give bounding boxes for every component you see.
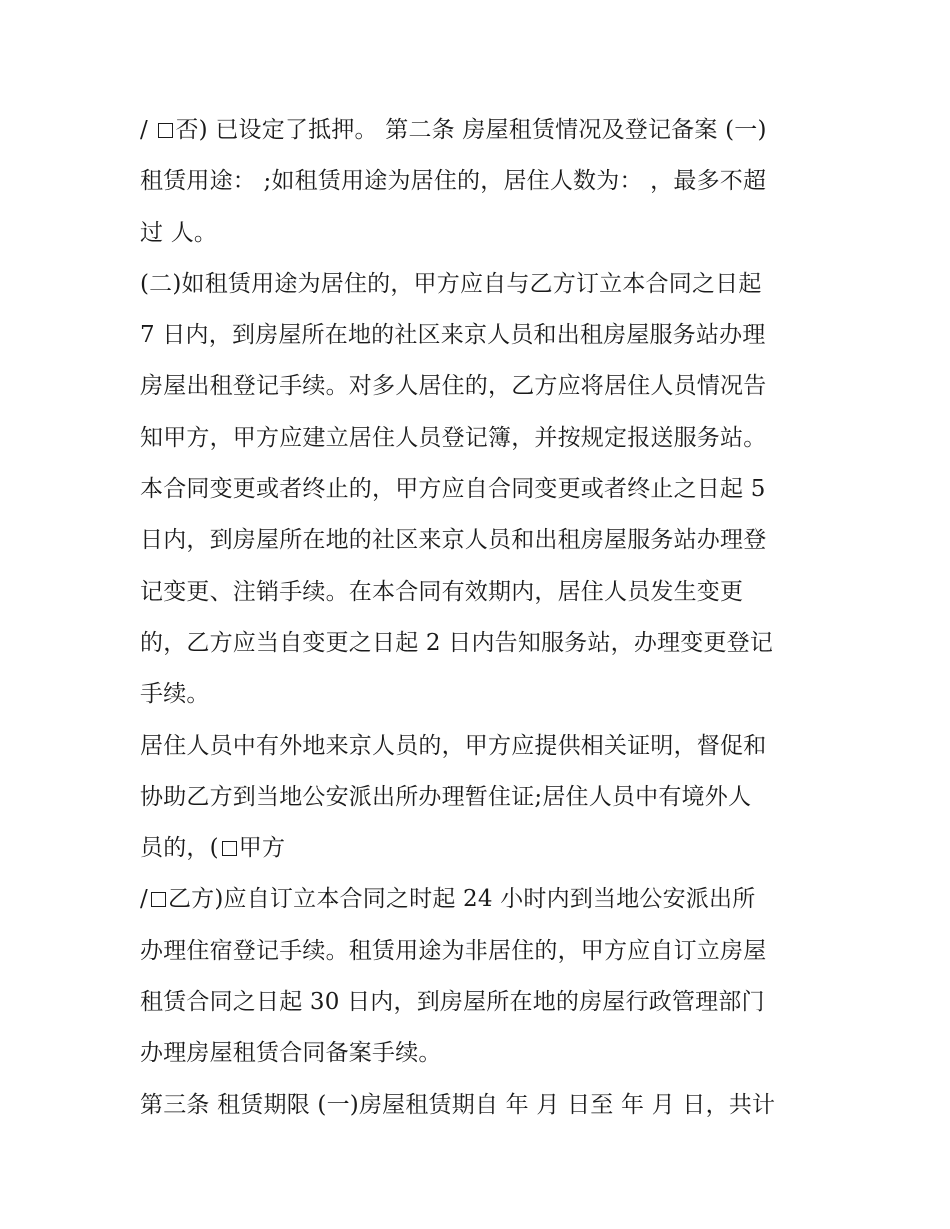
text-line-12: 手续。 xyxy=(140,681,210,708)
text-line-7: 知甲方，甲方应建立居住人员登记簿，并按规定报送服务站。 xyxy=(140,424,767,451)
line-15-before: 员的，( xyxy=(140,835,219,862)
text-line-15 xyxy=(140,830,815,881)
text-line-4: (二)如租赁用途为居住的，甲方应自与乙方订立本合同之日起 xyxy=(140,270,762,297)
text-line-13: 居住人员中有外地来京人员的，甲方应提供相关证明，督促和 xyxy=(140,732,767,759)
text-line-5: 7 日内，到房屋所在地的社区来京人员和出租房屋服务站办理 xyxy=(140,322,766,349)
line-16-before: / xyxy=(140,886,148,913)
text-line-8: 本合同变更或者终止的，甲方应自合同变更或者终止之日起 5 xyxy=(140,476,766,503)
text-line-10: 记变更、注销手续。在本合同有效期内，居住人员发生变更 xyxy=(140,578,744,605)
text-line-17: 办理住宿登记手续。租赁用途为非居住的，甲方应自订立房屋 xyxy=(140,937,767,964)
checkbox-icon xyxy=(151,892,166,907)
text-line-14: 协助乙方到当地公安派出所办理暂住证;居住人员中有境外人 xyxy=(140,783,752,810)
text-line-2: 租赁用途： ;如租赁用途为居住的，居住人数为： ，最多不超 xyxy=(140,168,767,195)
line-16-after: 乙方)应自订立本合同之时起 24 小时内到当地公安派出所 xyxy=(167,886,756,913)
text-line-16 xyxy=(140,881,815,932)
text-line-11: 的，乙方应当自变更之日起 2 日内告知服务站，办理变更登记 xyxy=(140,629,774,656)
text-line-9: 日内，到房屋所在地的社区来京人员和出租房屋服务站办理登 xyxy=(140,527,767,554)
text-line-1 xyxy=(140,112,815,163)
line-1-after: 否) 已设定了抵押。 第二条 房屋租赁情况及登记备案 (一) xyxy=(175,117,767,143)
document-page xyxy=(140,112,815,1138)
text-line-19: 办理房屋租赁合同备案手续。 xyxy=(140,1040,442,1067)
checkbox-icon xyxy=(222,841,237,856)
text-line-18: 租赁合同之日起 30 日内，到房屋所在地的房屋行政管理部门 xyxy=(140,989,765,1016)
text-line-3: 过 人。 xyxy=(140,219,218,246)
line-1-before: / xyxy=(140,117,156,143)
checkbox-icon xyxy=(158,123,173,138)
text-line-20: 第三条 租赁期限 (一)房屋租赁期自 年 月 日至 年 月 日，共计 xyxy=(140,1091,776,1118)
line-15-after: 甲方 xyxy=(238,835,286,862)
text-line-6: 房屋出租登记手续。对多人居住的，乙方应将居住人员情况告 xyxy=(140,373,767,400)
